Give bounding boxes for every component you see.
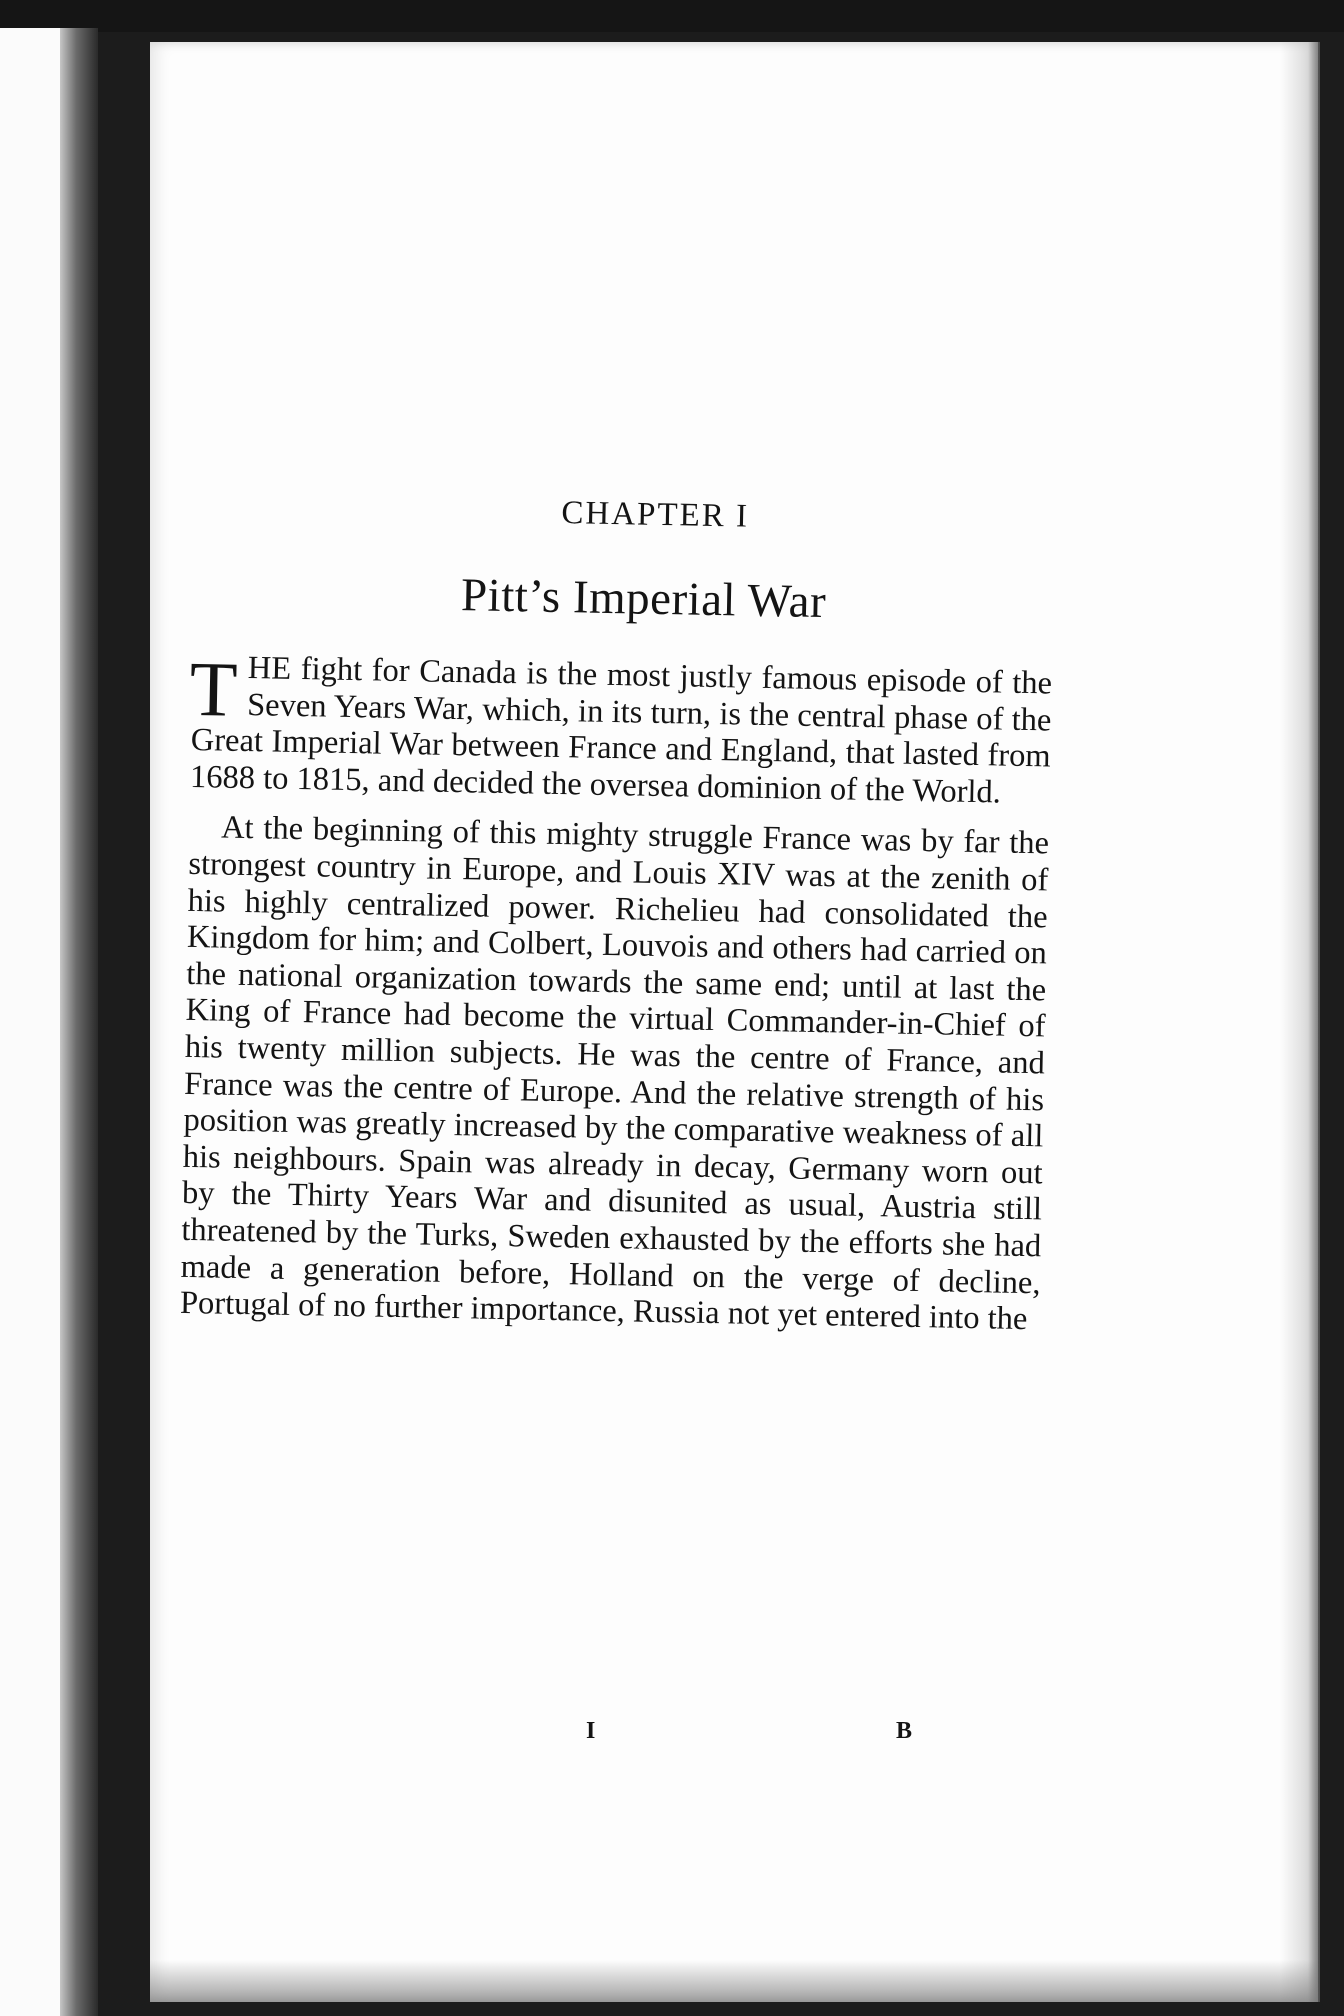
facing-page-strip [0,28,60,2016]
drop-cap: T [188,644,239,733]
first-word-rest: HE [247,650,292,687]
signature-mark: B [896,1718,913,1744]
paragraph-1-text: fight for Canada is the most justly famous episode of the Seven Years War, which, in its turn, is the central phase of the Great Imperial War between France and England, that lasted from 1688 to 1815, and decided the oversea dominion of the World. [189,650,1053,811]
page-content [180,470,1056,1338]
page-right-shadow [1280,42,1320,2002]
page-bottom-shadow [150,1960,1318,2002]
scanner-top-band [0,0,1344,32]
page-number: I [586,1718,596,1744]
paragraph-1 [188,644,1053,812]
chapter-title: Pitt’s Imperial War [460,569,827,629]
chapter-number: CHAPTER I [561,495,750,535]
paragraph-2: At the beginning of this mighty struggle France was by far the strongest country in Europe, and Louis XIV was at the zenith of his highly centralized power. Richelieu had consolidated the Kingdom for him; and Colbert, Louvois and others had carried on the national organization towards the same end; until at last the King of France had become the virtual Commander-in-Chief of his twenty million subjects. He was the centre of France, and France was the centre of Europe. And the relative strength of his position was greatly increased by the comparative weakness of all his neighbours. Spain was already in decay, Germany worn out by the Thirty Years War and disunited as usual, Austria still threatened by the Turks, Sweden exhausted by the efforts she had made a generation before, Holland on the verge of decline, Portugal of no further importance, Russia not yet entered into the [179,809,1050,1338]
